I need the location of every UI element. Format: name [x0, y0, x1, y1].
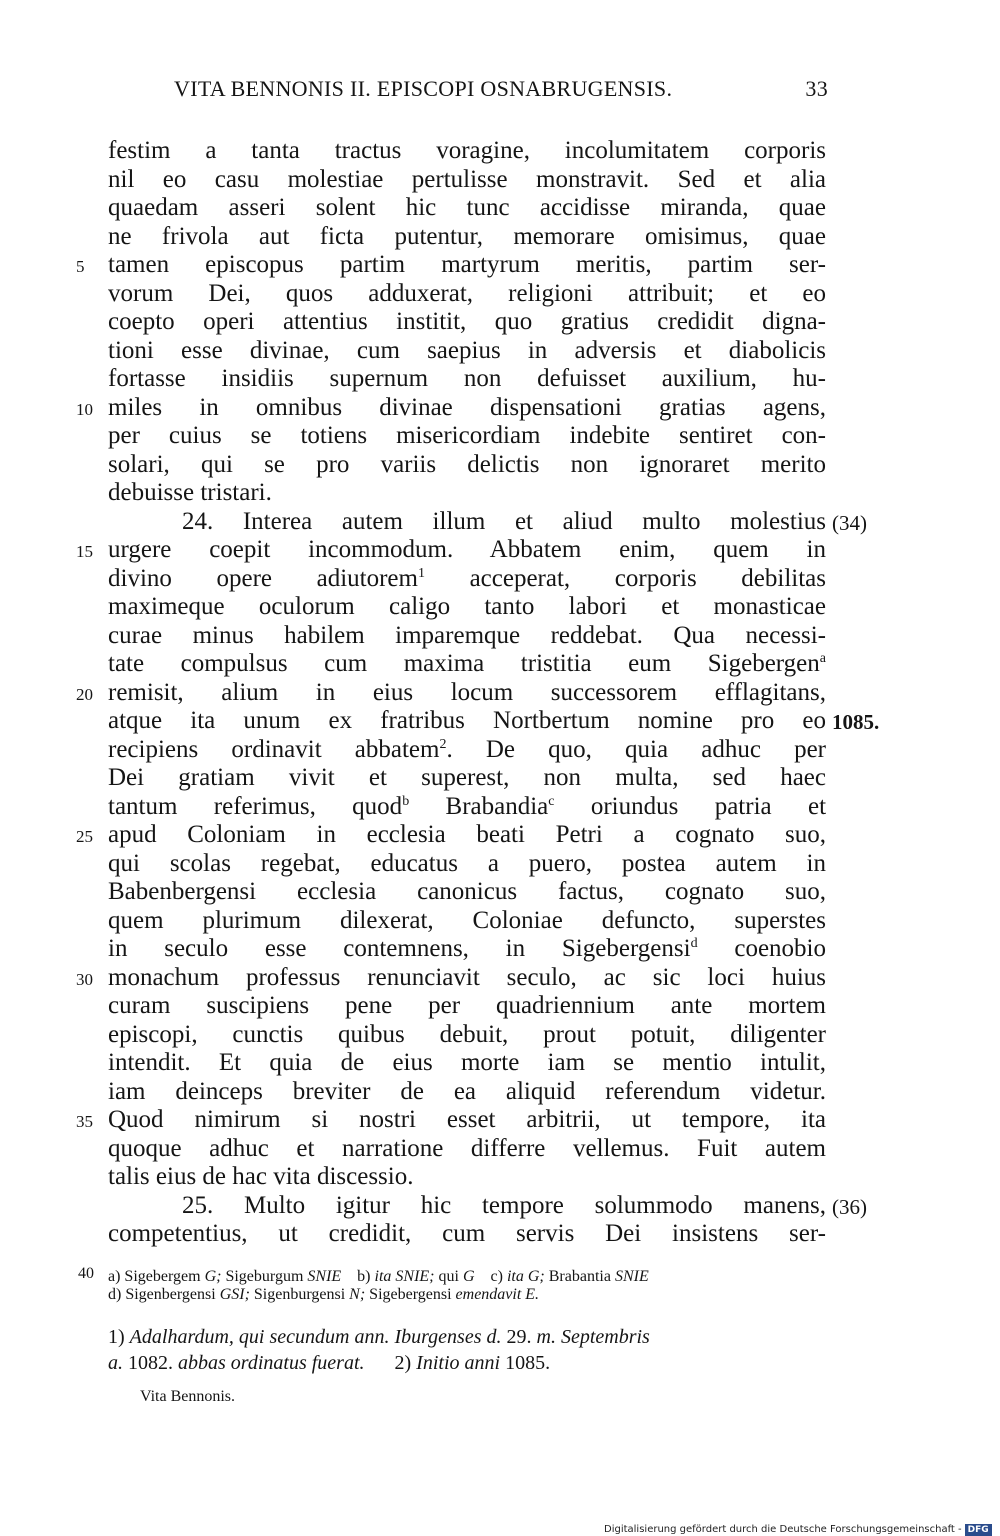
paragraph-25-start: 25. Multo igitur hic tempore solummodo manens,	[182, 1192, 826, 1219]
apparatus-siglum: SNIE	[307, 1268, 342, 1285]
footnote-text: a.	[108, 1352, 123, 1374]
text-segment: tantum referimus, quod	[108, 793, 403, 820]
apparatus-ref-d: d	[690, 936, 698, 951]
text-line	[108, 649, 826, 678]
line-number: 20	[76, 685, 93, 704]
apparatus-siglum: SNIE	[614, 1268, 649, 1285]
text-line: quoque adhuc et narratione differre vellemus. Fuit autem	[108, 1135, 826, 1162]
line-number: 25	[76, 827, 93, 846]
text-line: Dei gratiam vivit et superest, non multa, sed haec	[108, 764, 826, 791]
line-number: 35	[76, 1112, 93, 1131]
apparatus-line	[108, 1285, 826, 1304]
text-line	[108, 564, 826, 593]
text-line: monachum professus renunciavit seculo, ac sic loci huius	[108, 964, 826, 991]
apparatus-text: c)	[490, 1268, 503, 1285]
apparatus-text: a) Sigebergem	[108, 1268, 201, 1285]
text-line: per cuius se totiens misericordiam indebite sentiret con-	[108, 422, 826, 449]
text-line: nil eo casu molestiae pertulisse monstravit. Sed et alia	[108, 166, 826, 193]
text-line	[108, 792, 826, 821]
text-line: quaedam asseri solent hic tunc accidisse miranda, quae	[108, 194, 826, 221]
margin-year: 1085.	[832, 710, 880, 734]
page-number: 33	[805, 76, 828, 101]
text-line: vorum Dei, quos adduxerat, religioni attribuit; et eo	[108, 280, 826, 307]
text-segment: coenobio	[734, 935, 826, 962]
line-number: 15	[76, 542, 93, 561]
footnote-number: 1085.	[505, 1352, 551, 1374]
text-line	[108, 934, 826, 963]
text-line: episcopi, cunctis quibus debuit, prout potuit, diligenter	[108, 1021, 826, 1048]
text-line: quem plurimum dilexerat, Coloniae defuncto, superstes	[108, 907, 826, 934]
text-segment: oriundus patria et	[590, 793, 827, 820]
footnote-marker: 2)	[394, 1352, 412, 1374]
apparatus-ref-c: c	[548, 794, 555, 809]
text-line: fortasse insidiis supernum non defuisset auxilium, hu-	[108, 365, 826, 392]
apparatus-siglum: G	[462, 1268, 475, 1285]
text-line: apud Coloniam in ecclesia beati Petri a cognato suo,	[108, 821, 826, 848]
text-line: curae minus habilem imparemque reddebat. Qua necessi-	[108, 622, 826, 649]
text-line: tioni esse divinae, cum saepius in adversis et diabolicis	[108, 337, 826, 364]
text-line: Babenbergensi ecclesia canonicus factus, cognato suo,	[108, 878, 826, 905]
apparatus-text: Brabantia	[548, 1268, 611, 1285]
text-line: intendit. Et quia de eius morte iam se mentio intulit,	[108, 1049, 826, 1076]
text-segment: tate compulsus cum maxima tristitia eum Sigebergen	[108, 650, 820, 677]
dfg-logo: DFG	[965, 1524, 992, 1536]
footnote-text: abbas ordinatus fuerat.	[178, 1352, 365, 1374]
apparatus-text: qui	[438, 1268, 459, 1285]
text-line: iam deinceps breviter de ea aliquid referendum videtur.	[108, 1078, 826, 1105]
text-segment: . De quo, quia adhuc per	[446, 736, 826, 763]
text-line: tamen episcopus partim martyrum meritis, partim ser-	[108, 251, 826, 278]
text-line	[108, 735, 826, 764]
text-line: qui scolas regebat, educatus a puero, postea autem in	[108, 850, 826, 877]
signature-mark: Vita Bennonis.	[140, 1388, 236, 1405]
running-title: VITA BENNONIS II. EPISCOPI OSNABRUGENSIS.	[174, 76, 673, 101]
footnote-line	[108, 1350, 826, 1376]
text-segment: divino opere adiutorem	[108, 565, 418, 592]
text-segment: Brabandia	[445, 793, 549, 820]
apparatus-siglum: emendavit E.	[455, 1286, 540, 1303]
running-header	[108, 72, 828, 106]
text-line: remisit, alium in eius locum successorem efflagitans,	[108, 679, 826, 706]
text-line: miles in omnibus divinae dispensationi gratias agens,	[108, 394, 826, 421]
margin-note: (34)	[832, 511, 867, 535]
line-number: 10	[76, 400, 93, 419]
line-number: 5	[76, 257, 85, 276]
dfg-notice-text: Digitalisierung gefördert durch die Deutsche Forschungsgemeinschaft -	[604, 1524, 962, 1535]
apparatus-siglum: N;	[349, 1286, 366, 1303]
text-line: Quod nimirum si nostri esset arbitrii, ut tempore, ita	[108, 1106, 826, 1133]
line-number: 30	[76, 970, 93, 989]
apparatus-siglum: GSI;	[219, 1286, 250, 1303]
apparatus-ref-a: a	[819, 651, 826, 666]
apparatus-line	[108, 1267, 826, 1286]
footnote-marker: 1)	[108, 1326, 125, 1348]
apparatus-siglum: G;	[204, 1268, 222, 1285]
footnote-number: 29.	[506, 1326, 532, 1348]
footnote-ref-1: 1	[417, 566, 425, 581]
footnote-text: Initio anni	[416, 1352, 501, 1374]
text-segment: recipiens ordinavit abbatem	[108, 736, 440, 763]
text-line: coepto operi attentius institit, quo gratius credidit digna-	[108, 308, 826, 335]
text-line: atque ita unum ex fratribus Nortbertum nomine pro eo	[108, 707, 826, 734]
footnote-number: 1082.	[128, 1352, 173, 1374]
text-segment: in seculo esse contemnens, in Sigebergensi	[108, 935, 691, 962]
text-line: urgere coepit incommodum. Abbatem enim, quem in	[108, 536, 826, 563]
text-segment: acceperat, corporis debilitas	[469, 565, 827, 592]
margin-note: (36)	[832, 1195, 867, 1219]
text-line: solari, qui se pro variis delictis non ignoraret merito	[108, 451, 826, 478]
text-line: talis eius de hac vita discessio.	[108, 1163, 414, 1190]
text-line: debuisse tristari.	[108, 479, 272, 506]
text-line: maximeque oculorum caligo tanto labori et monasticae	[108, 593, 826, 620]
paragraph-24-start: 24. Interea autem illum et aliud multo molestius	[182, 508, 826, 535]
apparatus-text: Sigenburgensi	[253, 1286, 346, 1303]
footnote-line-number: 40	[78, 1265, 94, 1282]
apparatus-text: d) Sigenbergensi	[108, 1286, 216, 1303]
apparatus-siglum: ita SNIE;	[374, 1268, 435, 1285]
text-line: curam suscipiens pene per quadriennium ante mortem	[108, 992, 826, 1019]
footnote-text: m. Septembris	[536, 1326, 650, 1348]
apparatus-siglum: ita G;	[506, 1268, 545, 1285]
footnote-ref-2: 2	[439, 737, 447, 752]
dfg-notice	[604, 1524, 1000, 1536]
apparatus-text: Sigebergensi	[369, 1286, 452, 1303]
apparatus-text: b)	[357, 1268, 371, 1285]
footnote-line	[108, 1324, 826, 1350]
footnote-text: Adalhardum, qui secundum ann. Iburgenses d.	[129, 1326, 502, 1348]
apparatus-ref-b: b	[402, 794, 410, 809]
text-line: competentius, ut credidit, cum servis Dei insistens ser-	[108, 1220, 826, 1247]
text-line: ne frivola aut ficta putentur, memorare omisimus, quae	[108, 223, 826, 250]
apparatus-text: Sigeburgum	[225, 1268, 304, 1285]
text-line: festim a tanta tractus voragine, incolumitatem corporis	[108, 137, 826, 164]
